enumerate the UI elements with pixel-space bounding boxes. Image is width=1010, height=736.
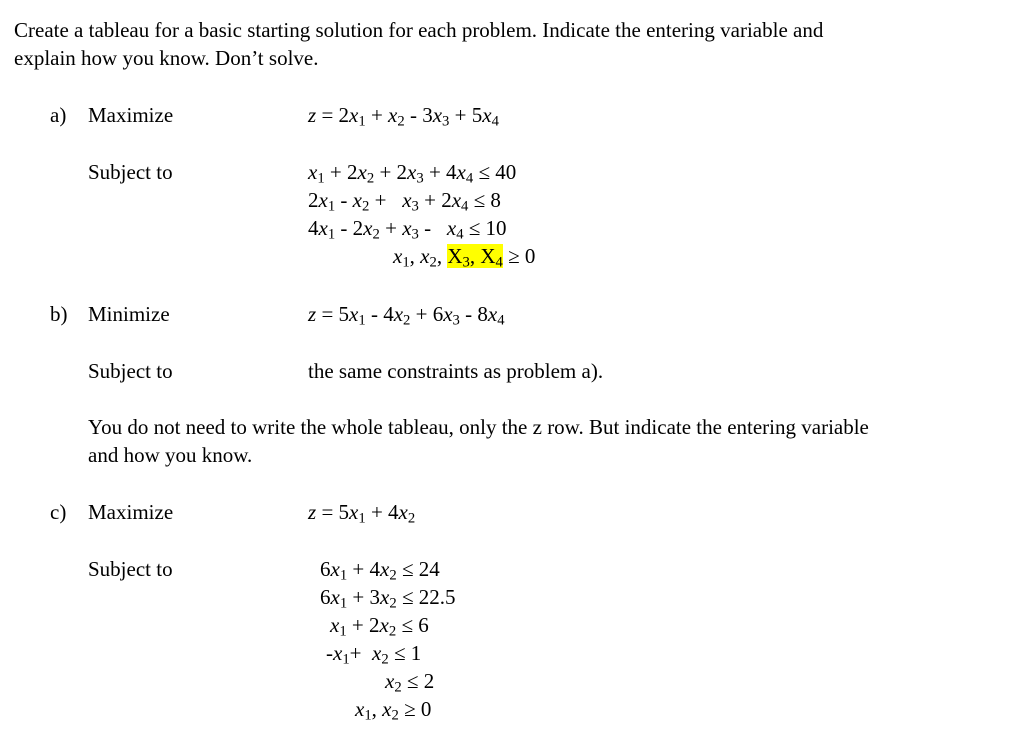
part-b-constraints-text: the same constraints as problem a). <box>308 359 604 383</box>
part-a-constraint-2: $2x_1 - x_2 + x_3 + 2x_4 \le 8$ <box>308 188 501 215</box>
part-c-constraint-5: $x_2 \le 2$ <box>385 669 435 696</box>
part-c-constraint-2: $6x_1 + 3x_2 \le 22.5$ <box>320 585 456 612</box>
part-c-nonnegativity: $x_1$, $x_2 \ge 0$ <box>355 697 432 724</box>
part-b-subject-to: Subject to <box>88 359 173 383</box>
part-c-constraint-1: $6x_1 + 4x_2 \le 24$ <box>320 557 440 584</box>
part-b-label: b) <box>50 302 68 326</box>
part-c-label: c) <box>50 500 67 524</box>
part-c-subject-to: Subject to <box>88 557 173 581</box>
part-b-objective-word: Minimize <box>88 302 170 326</box>
part-a-subject-to: Subject to <box>88 160 173 184</box>
part-c-constraint-3: $x_1 + 2x_2 \le 6$ <box>330 613 429 640</box>
part-c-objective-function: $z = 5x_1 + 4x_2$ <box>308 500 416 527</box>
part-b-objective-function: $z = 5x_1 - 4x_2 + 6x_3 - 8x_4$ <box>308 302 505 329</box>
part-c-constraint-4: $-x_1+ x_2 \le 1$ <box>326 641 422 668</box>
part-a-nonnegativity: $x_1$, $x_2$, $X_3$, $X_4 \ge 0$ <box>393 244 536 271</box>
part-a-constraint-3: $4x_1 - 2x_2 + x_3 - x_4 \le 10$ <box>308 216 507 243</box>
highlighted-variables: $X_3$, $X_4$ <box>447 244 503 271</box>
part-a-constraint-1: $x_1 + 2x_2 + 2x_3 + 4x_4 \le 40$ <box>308 160 517 187</box>
part-a-label: a) <box>50 103 67 127</box>
part-b-note-line-1: You do not need to write the whole tableau, only the z row. But indicate the entering variable <box>88 415 869 439</box>
part-a-objective-function: $z = 2x_1 + x_2 - 3x_3 + 5x_4$ <box>308 103 499 130</box>
intro-line-2: explain how you know. Don’t solve. <box>14 46 319 70</box>
part-b-note-line-2: and how you know. <box>88 443 253 467</box>
part-a-objective-word: Maximize <box>88 103 174 127</box>
intro-line-1: Create a tableau for a basic starting solution for each problem. Indicate the entering variable and <box>14 18 824 42</box>
part-c-objective-word: Maximize <box>88 500 174 524</box>
